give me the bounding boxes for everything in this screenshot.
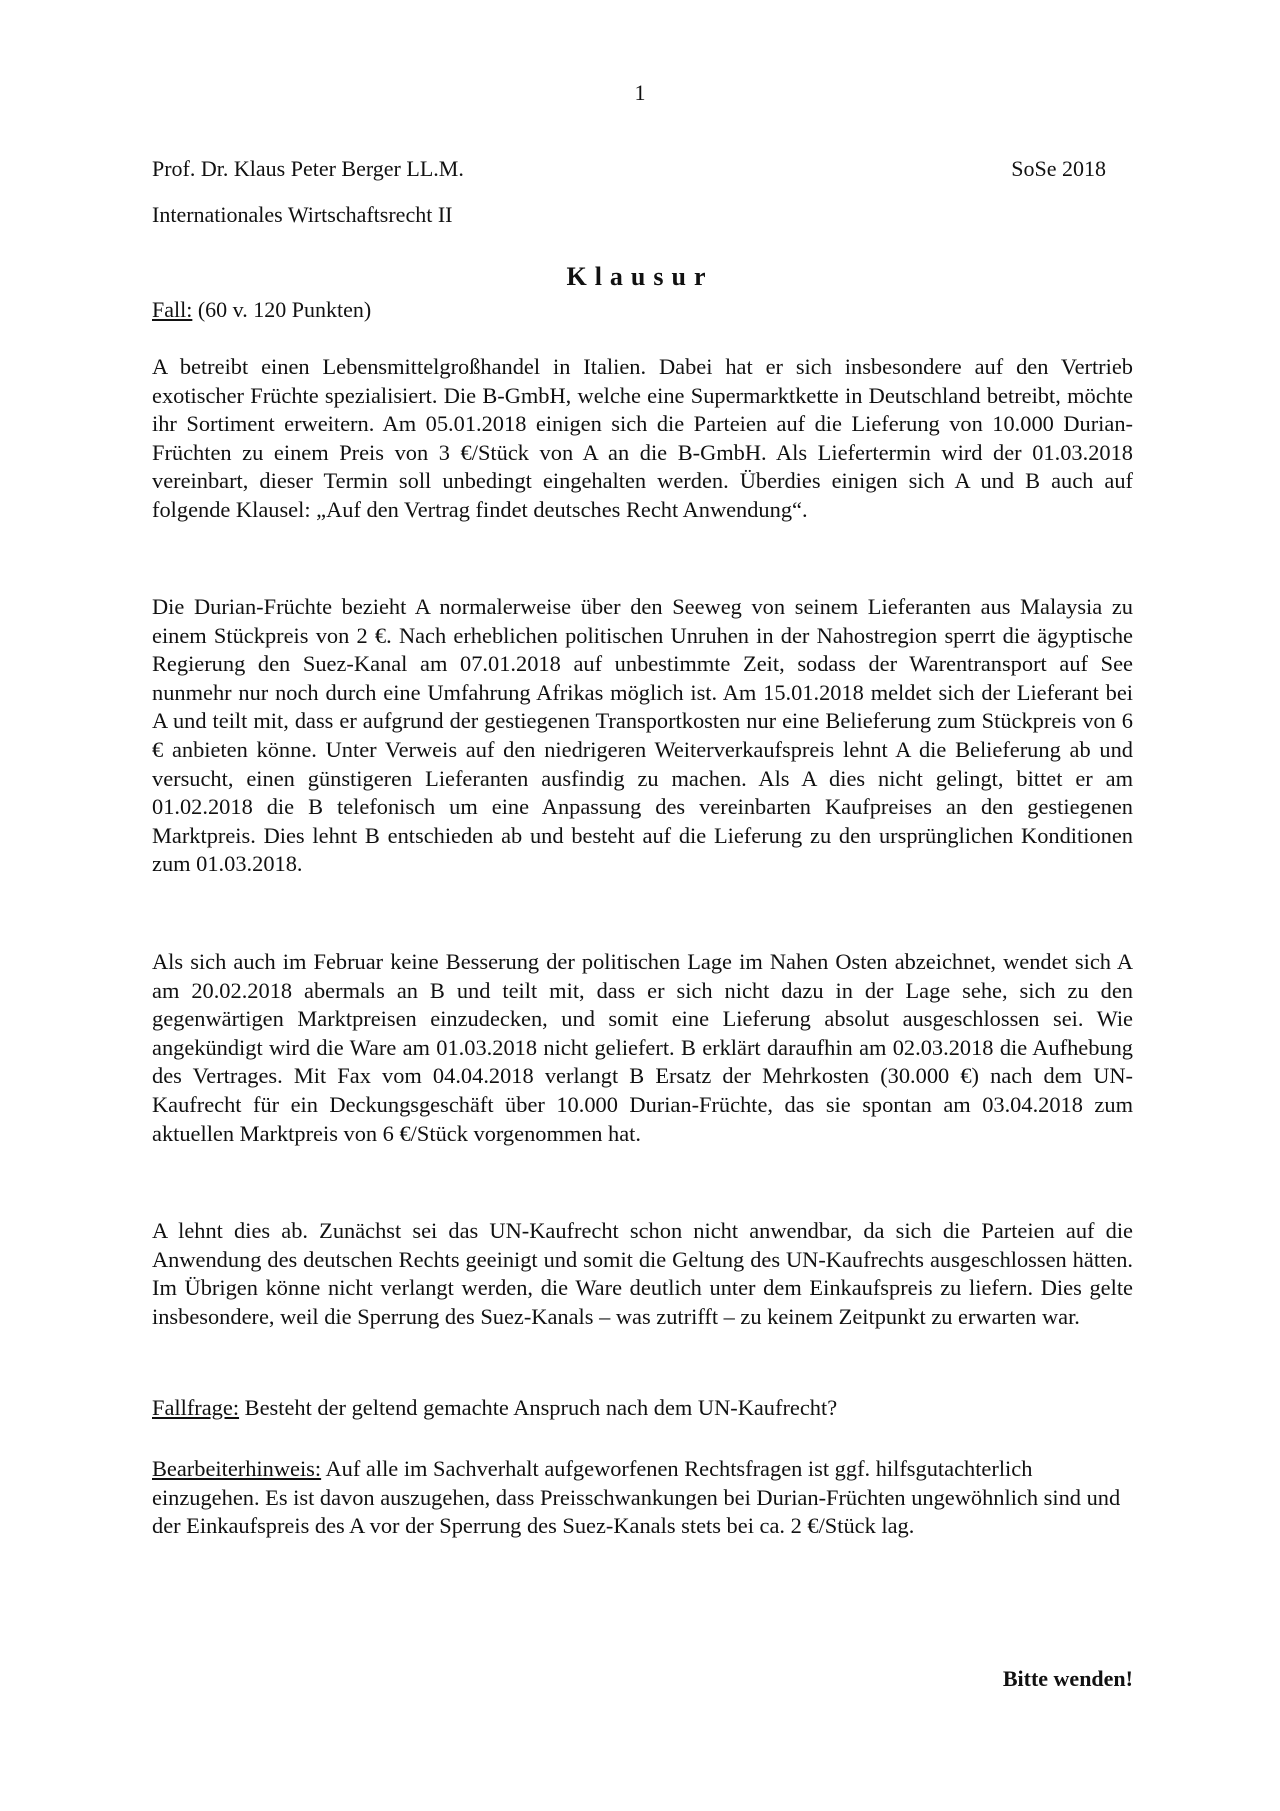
editor-note: [152, 1455, 1133, 1541]
note-text: Auf alle im Sachverhalt aufgeworfenen Rechtsfragen ist ggf. hilfsgutachterlich einzugehen. Es ist davon auszugehen, dass Preisschwankungen bei Durian-Früchten ungewöhnlich sind und der Einkaufspreis des A vor der Sperrung des Suez-Kanals stets bei ca. 2 €/Stück lag.: [152, 1456, 1121, 1539]
document-header: [152, 156, 1106, 182]
semester: SoSe 2018: [1011, 156, 1106, 181]
please-turn-over: Bitte wenden!: [1002, 1666, 1133, 1691]
course-title: Internationales Wirtschaftsrecht II: [152, 202, 453, 227]
exam-title: Klausur: [566, 262, 714, 291]
paragraph-2: Die Durian-Früchte bezieht A normalerweise über den Seeweg von seinem Lieferanten aus Malaysia zu einem Stückpreis von 2 €. Nach erheblichen politischen Unruhen in der Nahostregion sperrt die ägyptische Regierung den Suez-Kanal am 07.01.2018 auf unbestimmte Zeit, sodass der Warentransport auf See nunmehr nur noch durch eine Umfahrung Afrikas möglich ist. Am 15.01.2018 meldet sich der Lieferant bei A und teilt mit, dass er aufgrund der gestiegenen Transportkosten nur eine Belieferung zum Stückpreis von 6 € anbieten könne. Unter Verweis auf den niedrigeren Weiterverkaufspreis lehnt A die Belieferung ab und versucht, einen günstigeren Lieferanten ausfindig zu machen. Als A dies nicht gelingt, bittet er am 01.02.2018 die B telefonisch um eine Anpassung des vereinbarten Kaufpreises an den gestiegenen Marktpreis. Dies lehnt B entschieden ab und besteht auf die Lieferung zu den ursprünglichen Konditionen zum 01.03.2018.: [152, 594, 1133, 877]
paragraph-4: A lehnt dies ab. Zunächst sei das UN-Kaufrecht schon nicht anwendbar, da sich die Parteien auf die Anwendung des deutschen Rechts geeinigt und somit die Geltung des UN-Kaufrechts ausgeschlossen hätten. Im Übrigen könne nicht verlangt werden, die Ware deutlich unter dem Einkaufspreis zu liefern. Dies gelte insbesondere, weil die Sperrung des Suez-Kanals – was zutrifft – zu keinem Zeitpunkt zu erwarten war.: [152, 1218, 1133, 1329]
paragraph-1: A betreibt einen Lebensmittelgroßhandel in Italien. Dabei hat er sich insbesondere auf den Vertrieb exotischer Früchte spezialisiert. Die B-GmbH, welche eine Supermarktkette in Deutschland betreibt, möchte ihr Sortiment erweitern. Am 05.01.2018 einigen sich die Parteien auf die Lieferung von 10.000 Durian-Früchten zu einem Preis von 3 €/Stück von A an die B-GmbH. Als Liefertermin wird der 01.03.2018 vereinbart, dieser Termin soll unbedingt eingehalten werden. Überdies einigen sich A und B auch auf folgende Klausel: „Auf den Vertrag findet deutsches Recht Anwendung“.: [152, 354, 1133, 522]
case-points: (60 v. 120 Punkten): [192, 297, 372, 322]
case-question: [152, 1394, 1133, 1423]
case-heading: [152, 297, 371, 323]
page-number: 1: [634, 80, 646, 105]
note-label: Bearbeiterhinweis:: [152, 1456, 322, 1481]
question-text: Besteht der geltend gemachte Anspruch nach dem UN-Kaufrecht?: [239, 1395, 838, 1420]
question-label: Fallfrage:: [152, 1395, 240, 1420]
paragraph-3: Als sich auch im Februar keine Besserung der politischen Lage im Nahen Osten abzeichnet, wendet sich A am 20.02.2018 abermals an B und teilt mit, dass er sich nicht dazu in der Lage sehe, sich zu den gegenwärtigen Marktpreisen einzudecken, und somit eine Lieferung absolut ausgeschlossen sei. Wie angekündigt wird die Ware am 01.03.2018 nicht geliefert. B erklärt daraufhin am 02.03.2018 die Aufhebung des Vertrages. Mit Fax vom 04.04.2018 verlangt B Ersatz der Mehrkosten (30.000 €) nach dem UN-Kaufrecht für ein Deckungsgeschäft über 10.000 Durian-Früchte, das sie spontan am 03.04.2018 zum aktuellen Marktpreis von 6 €/Stück vorgenommen hat.: [152, 949, 1133, 1146]
professor-name: Prof. Dr. Klaus Peter Berger LL.M.: [152, 156, 464, 181]
case-label: Fall:: [152, 297, 193, 322]
